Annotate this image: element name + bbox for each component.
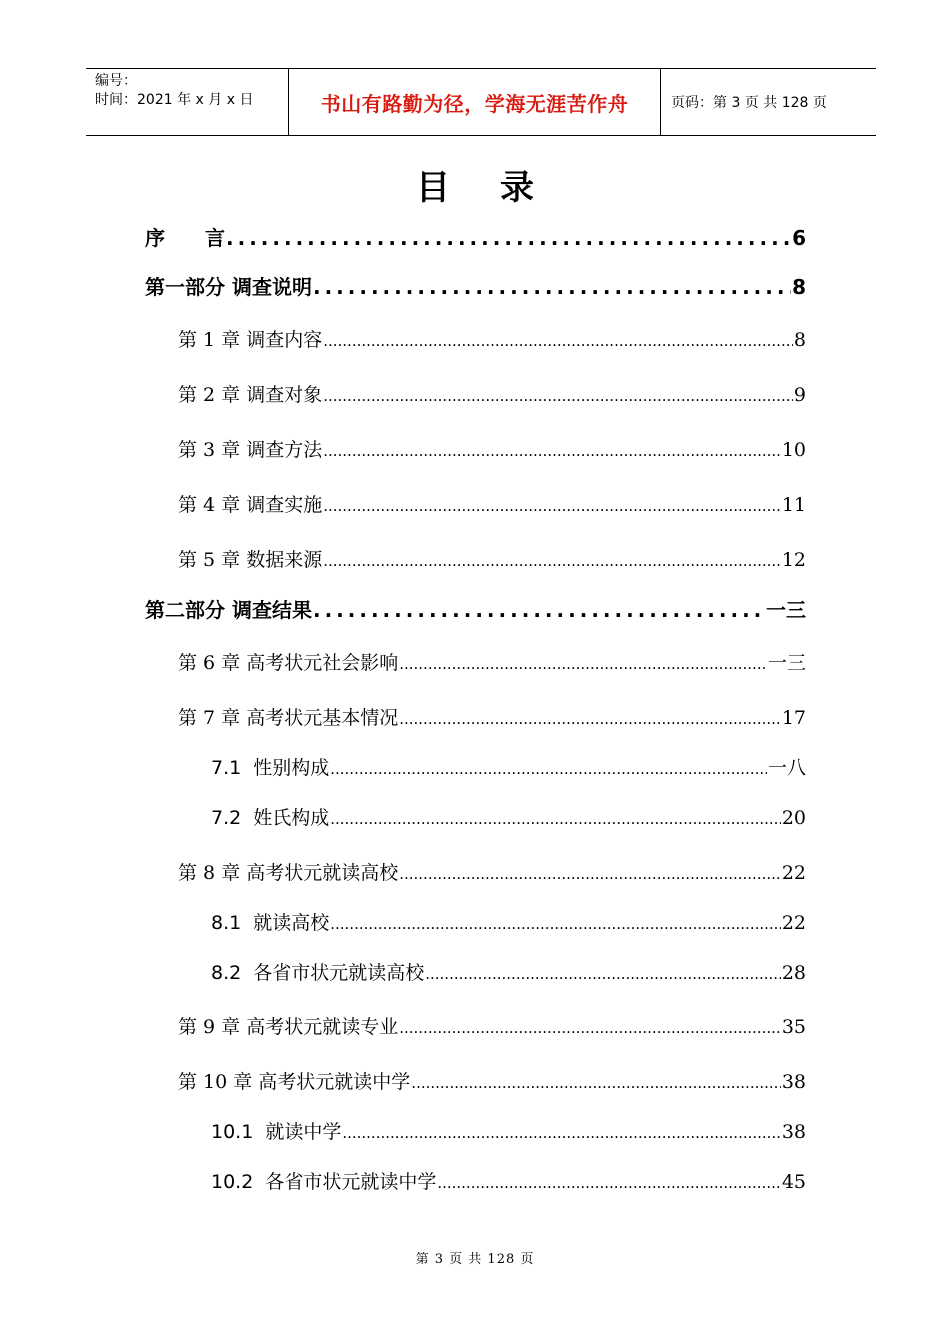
toc-page-number: 8 (792, 275, 806, 299)
toc-page-number: 35 (781, 1016, 806, 1038)
toc-entry-label (211, 1167, 436, 1194)
toc-entry-text: 第 3 章 调查方法 (178, 439, 323, 461)
toc-dot-leader (323, 552, 781, 570)
toc-entry-text: 第一部分 调查说明 (145, 275, 312, 299)
toc-dot-leader (399, 655, 767, 673)
toc-dot-leader (399, 710, 781, 728)
toc-entry-chapter[interactable] (178, 648, 806, 675)
toc-entry-chapter[interactable] (178, 1067, 806, 1094)
toc-dot-leader (226, 226, 791, 250)
toc-dot-leader (330, 915, 781, 933)
toc-page-number: 12 (781, 549, 806, 571)
toc-entry-label (211, 908, 329, 935)
toc-entry-text: 就读中学 (265, 1121, 342, 1143)
toc-page-number: 11 (781, 494, 806, 516)
toc-page-number: 6 (792, 226, 806, 250)
toc-dot-leader (399, 865, 781, 883)
toc-entry-label (211, 958, 424, 985)
toc-entry-chapter[interactable] (178, 435, 806, 462)
toc-section-number: 10.2 (211, 1171, 254, 1193)
toc-entry-text: 各省市状元就读中学 (265, 1171, 437, 1193)
toc-page-number: 38 (781, 1071, 806, 1093)
toc-page-number: 38 (781, 1121, 806, 1143)
toc-dot-leader (342, 1124, 780, 1142)
toc-entry-section[interactable] (211, 958, 806, 985)
toc-entry-text: 第 6 章 高考状元社会影响 (178, 652, 399, 674)
toc-entry-label (178, 325, 322, 352)
toc-dot-leader (330, 810, 781, 828)
toc-section-number: 8.1 (211, 912, 242, 934)
toc-entry-chapter[interactable] (178, 325, 806, 352)
toc-entry-section[interactable] (211, 803, 806, 830)
toc-entry-label (178, 545, 322, 572)
toc-page-number: 17 (781, 707, 806, 729)
toc-entry-section[interactable] (211, 753, 806, 780)
toc-entry-label (211, 803, 329, 830)
toc-entry-label (178, 380, 322, 407)
toc-page-number: 28 (781, 962, 806, 984)
toc-entry-label (178, 648, 398, 675)
toc-entry-chapter[interactable] (178, 703, 806, 730)
header-number: 编号： (95, 73, 137, 89)
toc-entry-text: 性别构成 (253, 757, 330, 779)
toc-entry-label (178, 1067, 410, 1094)
toc-entry-text: 第 2 章 调查对象 (178, 384, 323, 406)
toc-entry-part[interactable] (145, 271, 806, 300)
toc-entry-text: 第 1 章 调查内容 (178, 329, 323, 351)
toc-entry-text: 第 10 章 高考状元就读中学 (178, 1071, 411, 1093)
header-time: 时间：2021 年 x 月 x 日 (95, 92, 254, 108)
toc-dot-leader (313, 275, 791, 299)
toc-dot-leader (411, 1074, 781, 1092)
toc-title: 目录 (416, 168, 584, 208)
page-footer: 第 3 页 共 128 页 (415, 1252, 535, 1267)
header-page-info: 页码：第 3 页 共 128 页 (671, 95, 827, 111)
toc-entry-text: 第 9 章 高考状元就读专业 (178, 1016, 399, 1038)
toc-entry-label (145, 222, 225, 251)
toc-entry-chapter[interactable] (178, 380, 806, 407)
toc-page-number: 一八 (767, 757, 806, 779)
toc-entry-label (178, 490, 322, 517)
toc-dot-leader (313, 598, 765, 622)
toc-entry-label (145, 594, 312, 623)
toc-entry-part[interactable] (145, 594, 806, 623)
toc-entry-text: 第二部分 调查结果 (145, 598, 312, 622)
toc-section-number: 7.1 (211, 757, 242, 779)
toc-section-number: 8.2 (211, 962, 242, 984)
toc-section-number: 10.1 (211, 1121, 254, 1143)
toc-entry-text: 第 8 章 高考状元就读高校 (178, 862, 399, 884)
toc-entry-text: 序 言 (145, 226, 225, 250)
toc-dot-leader (330, 760, 767, 778)
toc-entry-text: 第 5 章 数据来源 (178, 549, 323, 571)
toc-page-number: 10 (781, 439, 806, 461)
toc-page-number: 20 (781, 807, 806, 829)
toc-dot-leader (323, 332, 793, 350)
toc-section-number: 7.2 (211, 807, 242, 829)
toc-entry-text: 第 4 章 调查实施 (178, 494, 323, 516)
header-motto: 书山有路勤为径，学海无涯苦作舟 (320, 91, 629, 116)
toc-dot-leader (323, 387, 793, 405)
toc-entry-label (178, 435, 322, 462)
toc-entry-label (178, 703, 398, 730)
toc-page-number: 一三 (767, 652, 806, 674)
toc-page-number: 45 (781, 1171, 806, 1193)
toc-entry-part[interactable] (145, 222, 806, 251)
toc-page-number: 9 (793, 384, 806, 406)
toc-dot-leader (425, 965, 781, 983)
toc-entry-section[interactable] (211, 1167, 806, 1194)
toc-entry-label (211, 753, 329, 780)
toc-dot-leader (323, 497, 781, 515)
toc-dot-leader (399, 1019, 781, 1037)
toc-entry-label (178, 858, 398, 885)
toc-entry-label (211, 1117, 341, 1144)
toc-entry-chapter[interactable] (178, 1012, 806, 1039)
toc-entry-section[interactable] (211, 908, 806, 935)
toc-entry-text: 第 7 章 高考状元基本情况 (178, 707, 399, 729)
toc-entry-chapter[interactable] (178, 858, 806, 885)
toc-page-number: 8 (793, 329, 806, 351)
toc-page-number: 一三 (766, 598, 806, 622)
toc-page-number: 22 (781, 912, 806, 934)
toc-dot-leader (323, 442, 781, 460)
toc-entry-text: 姓氏构成 (253, 807, 330, 829)
toc-entry-label (178, 1012, 398, 1039)
toc-entry-chapter[interactable] (178, 490, 806, 517)
toc-dot-leader (437, 1174, 780, 1192)
toc-entry-chapter[interactable] (178, 545, 806, 572)
toc-entry-text: 就读高校 (253, 912, 330, 934)
toc-entry-text: 各省市状元就读高校 (253, 962, 425, 984)
toc-entry-section[interactable] (211, 1117, 806, 1144)
toc-entry-label (145, 271, 312, 300)
toc-page-number: 22 (781, 862, 806, 884)
